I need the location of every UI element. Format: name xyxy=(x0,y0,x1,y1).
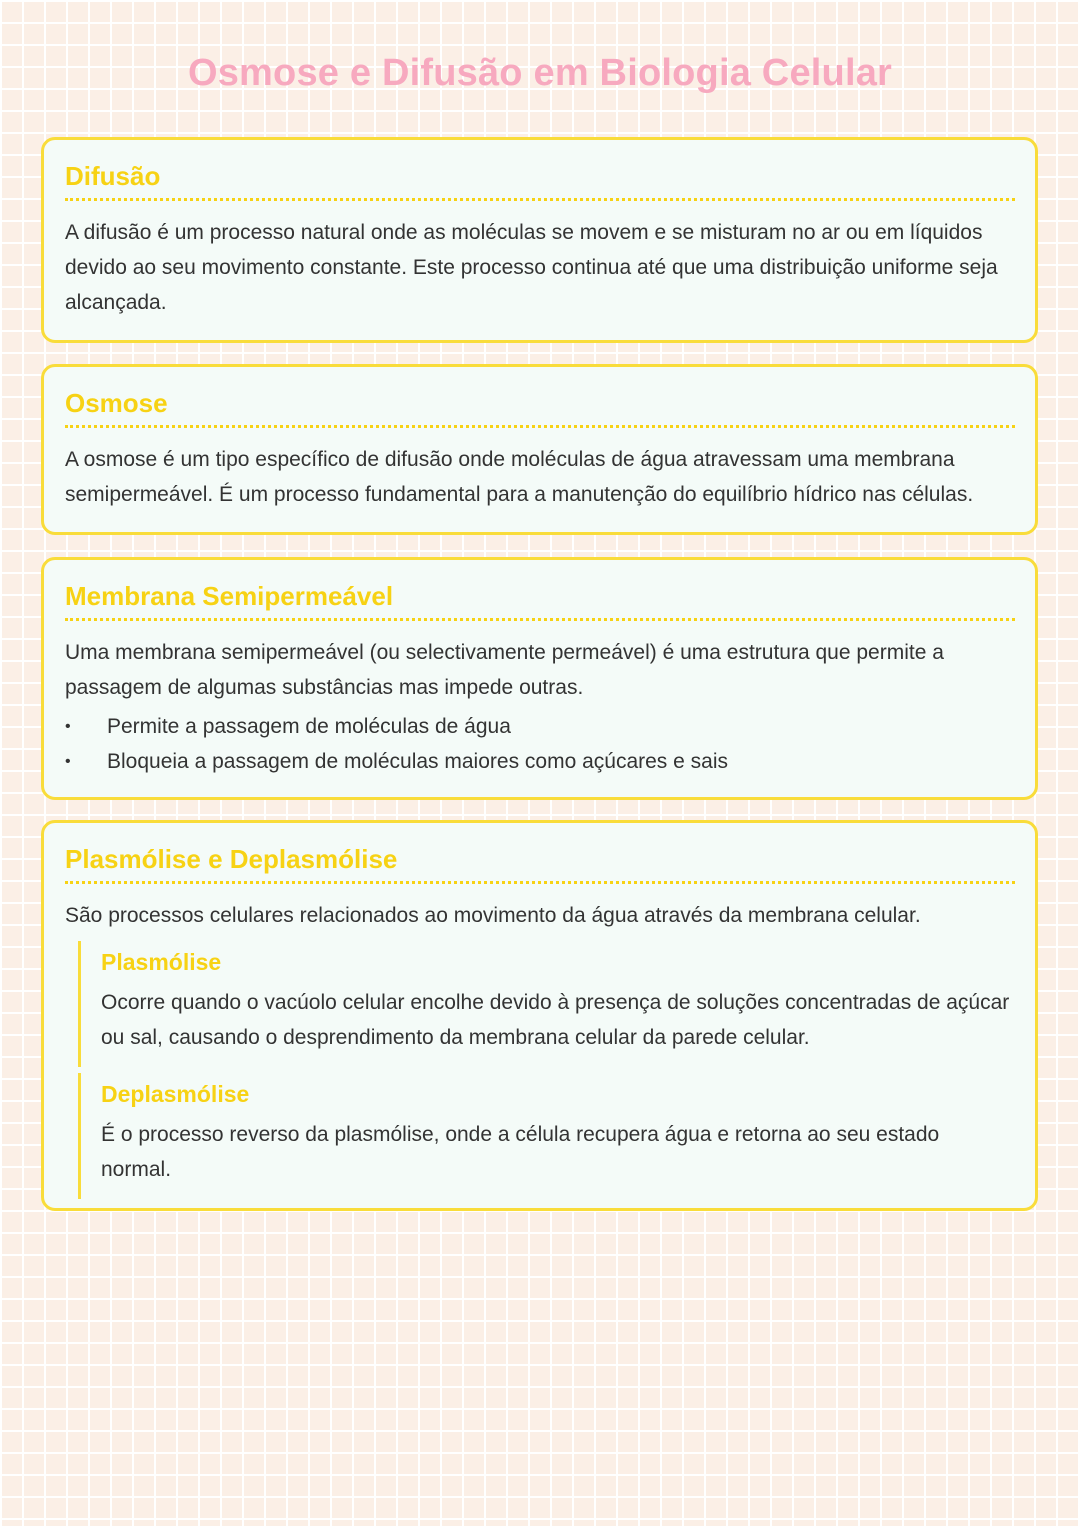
subsection-title: Deplasmólise xyxy=(101,1081,250,1107)
card-osmose xyxy=(41,364,1038,535)
card-title: Plasmólise e Deplasmólise xyxy=(65,843,1015,884)
card-title: Membrana Semipermeável xyxy=(65,580,1015,621)
subsection-title: Plasmólise xyxy=(101,949,222,975)
card-text: A osmose é um tipo específico de difusão onde moléculas de água atravessam uma membrana semipermeável. É um processo fundamental para a manutenção do equilíbrio hídrico nas células. xyxy=(65,448,974,506)
card-membrana-semipermeavel xyxy=(41,557,1038,800)
bullet-icon: • xyxy=(65,753,71,770)
card-text: Uma membrana semipermeável (ou selectivamente permeável) é uma estrutura que permite a passagem de algumas substâncias mas impede outras. xyxy=(65,641,944,699)
card-text: São processos celulares relacionados ao movimento da água através da membrana celular. xyxy=(65,904,921,927)
list-item xyxy=(65,709,1015,744)
card-text: A difusão é um processo natural onde as moléculas se movem e se misturam no ar ou em líquidos devido ao seu movimento constante. Este processo continua até que uma distribuição uniforme seja alcançada. xyxy=(65,221,998,314)
card-difusao xyxy=(41,137,1038,343)
list-item-text: Permite a passagem de moléculas de água xyxy=(107,715,511,738)
card-title: Difusão xyxy=(65,160,1015,201)
subsection-deplasmolise xyxy=(78,1073,1015,1199)
card-plasmolise-deplasmolise xyxy=(41,820,1038,1211)
card-title: Osmose xyxy=(65,387,1015,428)
subsection-text: Ocorre quando o vacúolo celular encolhe devido à presença de soluções concentradas de açúcar ou sal, causando o desprendimento da membrana celular da parede celular. xyxy=(101,991,1010,1049)
bullet-icon: • xyxy=(65,718,71,735)
list-item-text: Bloqueia a passagem de moléculas maiores como açúcares e sais xyxy=(107,750,728,773)
bullet-list xyxy=(65,709,1015,779)
subsection-plasmolise xyxy=(78,941,1015,1067)
list-item xyxy=(65,744,1015,779)
page-title: Osmose e Difusão em Biologia Celular xyxy=(187,52,893,94)
subsection-text: É o processo reverso da plasmólise, onde a célula recupera água e retorna ao seu estado normal. xyxy=(101,1123,940,1181)
